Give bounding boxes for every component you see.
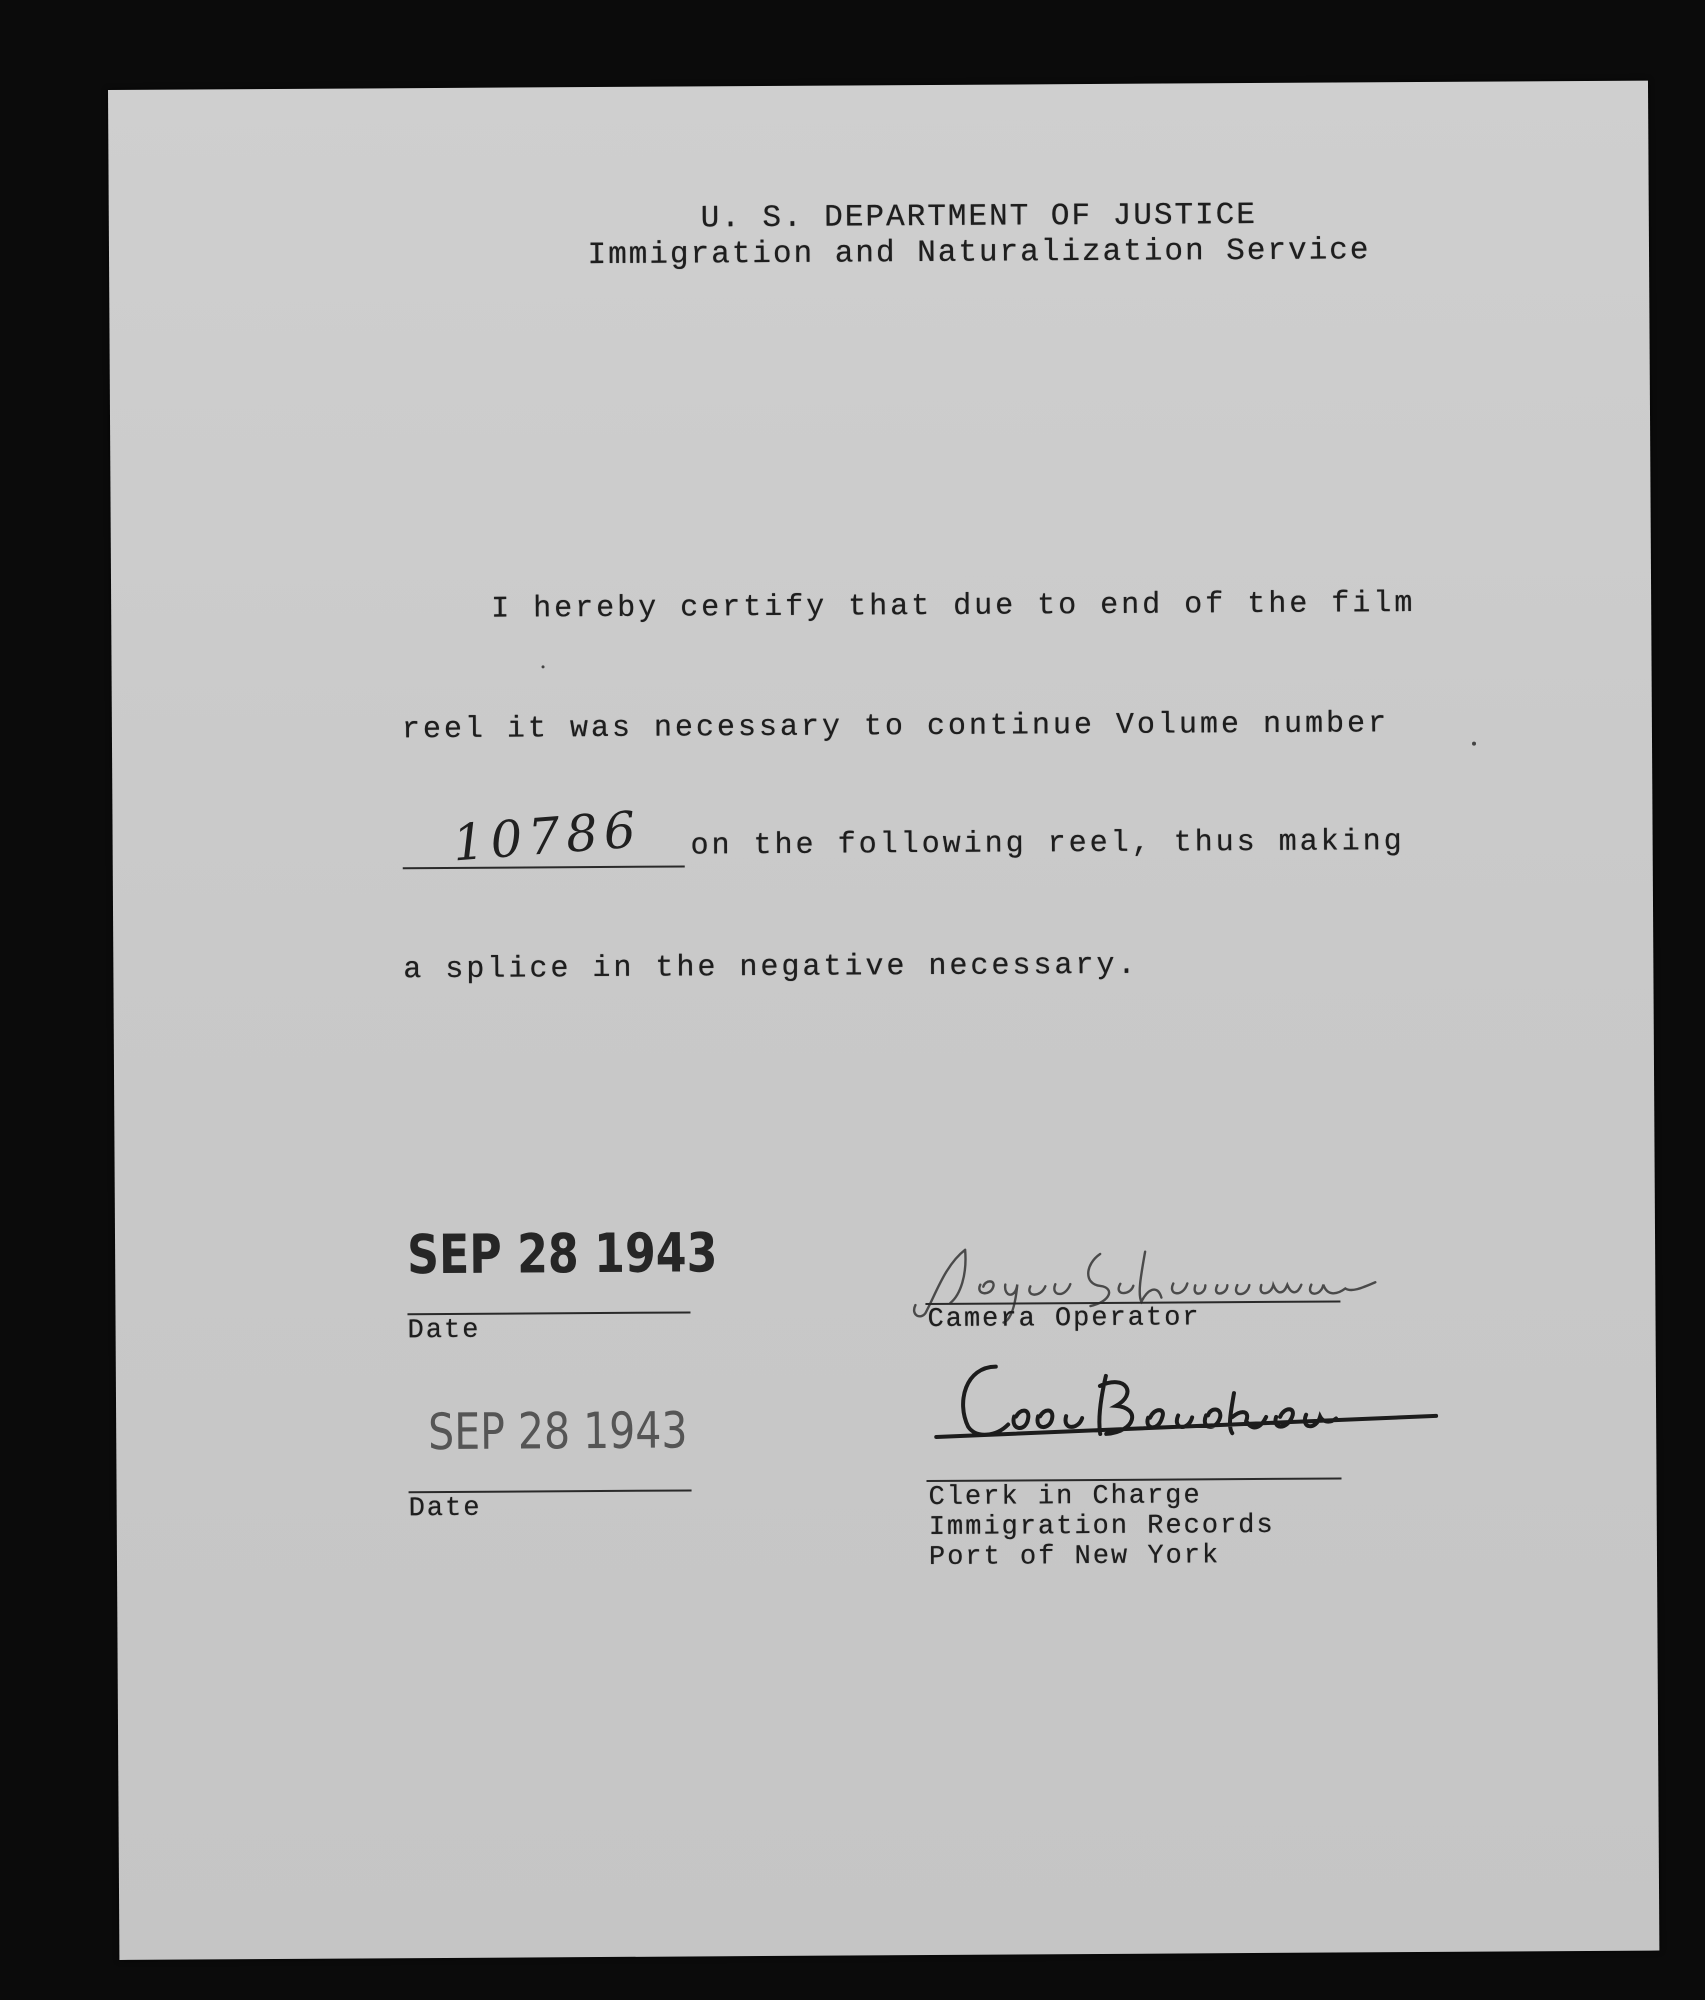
date-label-1: Date [407,1315,481,1347]
date-line-2 [409,1489,692,1493]
certificate-line-1: I hereby certify that due to end of the film [491,587,1416,627]
date-line-1 [407,1311,690,1315]
clerk-signature [916,1344,1457,1472]
letterhead-service: Immigration and Naturalization Service [587,233,1371,274]
certificate-line-3: on the following reel, thus making [690,825,1405,864]
paper-speck [1472,742,1476,746]
volume-number-handwritten: 10786 [450,800,644,873]
clerk-label-location: Port of New York [928,1541,1221,1574]
date-label-2: Date [408,1493,482,1525]
clerk-label-title: Clerk in Charge [928,1481,1202,1514]
clerk-label-department: Immigration Records [928,1510,1275,1544]
volume-number-blank-line [403,865,685,869]
date-stamp-1: SEP 28 1943 [406,1221,718,1287]
date-stamp-2: SEP 28 1943 [428,1401,688,1462]
paper-speck [542,665,545,668]
letterhead-department: U. S. DEPARTMENT OF JUSTICE [700,197,1258,237]
certificate-line-4: a splice in the negative necessary. [403,948,1139,988]
paper-sheet [108,81,1659,1960]
certificate-line-2: reel it was necessary to continue Volume number [401,707,1390,748]
camera-operator-label: Camera Operator [927,1303,1201,1336]
